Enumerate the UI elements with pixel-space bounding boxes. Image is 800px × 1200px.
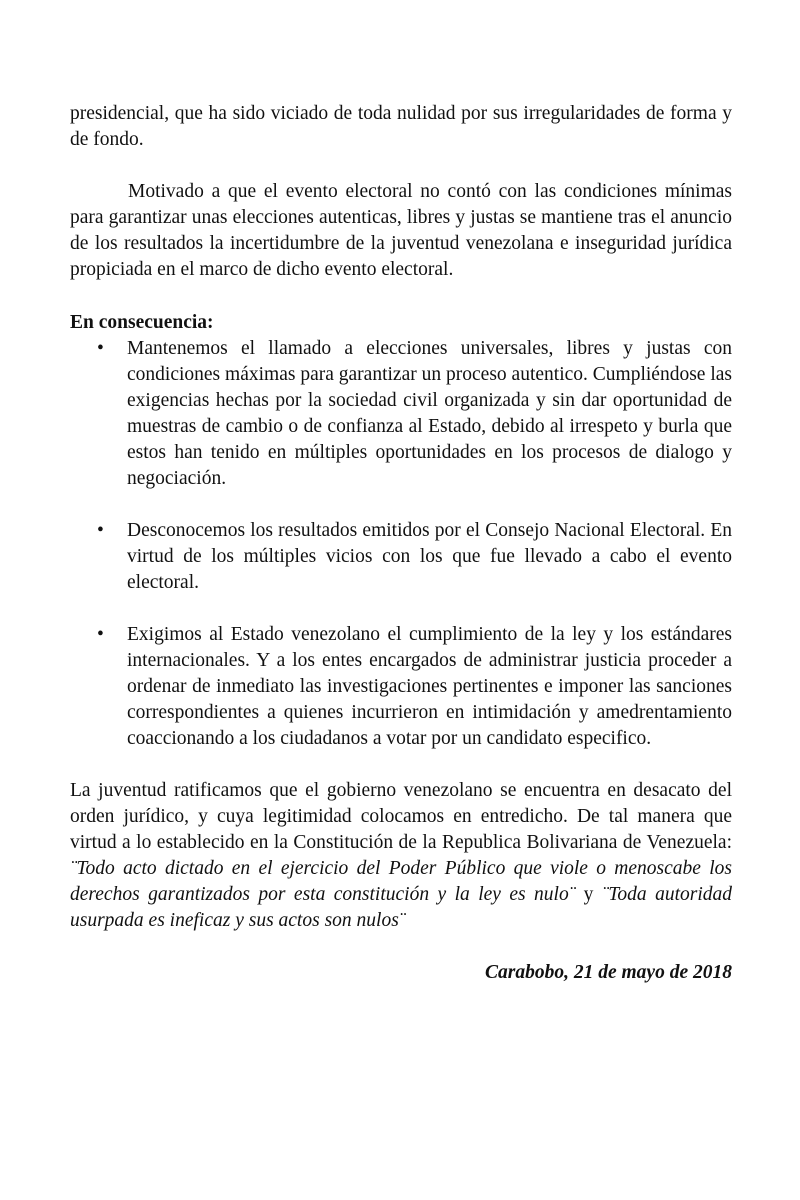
closing-intro: La juventud ratificamos que el gobierno venezolano se encuentra en desacato del orden jurídico, y cuya legitimidad colocamos en entredicho. De tal manera que virtud a lo establecido en la Constitución de la Republica Bolivariana de Venezuela: (70, 780, 732, 853)
list-item-text: Mantenemos el llamado a elecciones universales, libres y justas con condiciones máximas para garantizar un proceso autentico. Cumpliéndose las exigencias hechas por la sociedad civil organizada y sin dar oportunidad de muestras de cambio o de confianza al Estado, debido al irrespeto y burla que estos han tenido en múltiples oportunidades en los procesos de dialogo y negociación. (127, 338, 732, 489)
quote-constitution-2: ¨Toda autoridad usurpada es ineficaz y sus actos son nulos¨ (70, 884, 733, 931)
paragraph-motivado: Motivado a que el evento electoral no contó con las condiciones mínimas para garantizar unas elecciones autenticas, libres y justas se mantiene tras el anuncio de los resultados la incertidumbre de la juventud venezolana e inseguridad jurídica propiciada en el marco de dicho evento electoral. (70, 181, 732, 280)
list-item (70, 518, 732, 596)
list-item (70, 622, 732, 752)
bullet-icon: • (97, 520, 104, 541)
paragraph-closing (70, 778, 732, 934)
closing-joiner: y (575, 884, 602, 905)
list-item (70, 336, 732, 492)
paragraph-continuation: presidencial, que ha sido viciado de toda nulidad por sus irregularidades de forma y de fondo. (70, 103, 732, 150)
demands-list (70, 336, 732, 752)
section-heading: En consecuencia: (70, 312, 214, 333)
list-item-text: Exigimos al Estado venezolano el cumplimiento de la ley y los estándares internacionales. Y a los entes encargados de administrar justicia proceder a ordenar de inmediato las investigaciones pertinentes e imponer las sanciones correspondientes a quienes incurrieron en intimidación y amedrentamiento coaccionando a los ciudadanos a votar por un candidato especifico. (127, 624, 732, 749)
document-page (70, 101, 732, 986)
quote-constitution-1: ¨Todo acto dictado en el ejercicio del Poder Público que viole o menoscabe los derechos garantizados por esta constitución y la ley es nulo¨ (70, 858, 732, 905)
bullet-icon: • (97, 338, 104, 359)
bullet-icon: • (97, 624, 104, 645)
signature-date-line: Carabobo, 21 de mayo de 2018 (485, 962, 732, 983)
list-item-text: Desconocemos los resultados emitidos por el Consejo Nacional Electoral. En virtud de los múltiples vicios con los que fue llevado a cabo el evento electoral. (127, 520, 732, 593)
